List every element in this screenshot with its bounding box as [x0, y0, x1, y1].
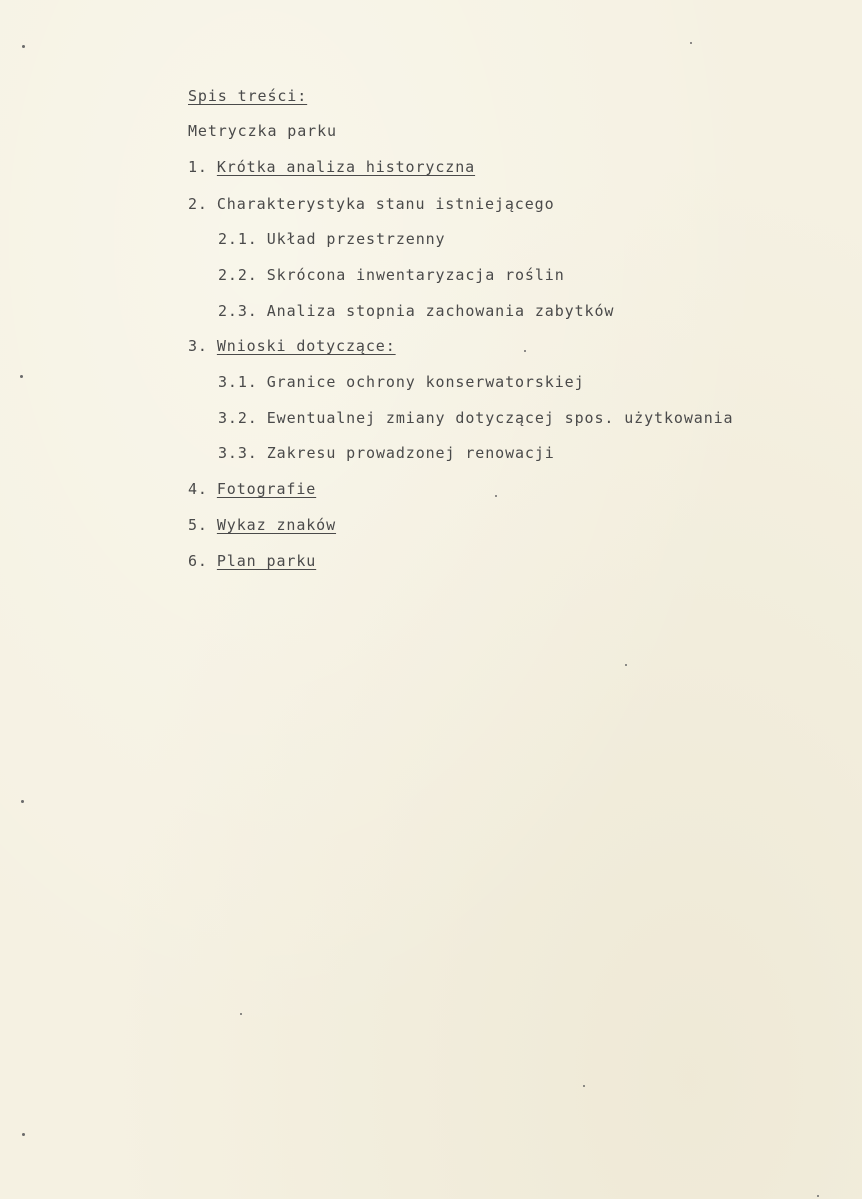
toc-item-number: 5. — [188, 516, 208, 534]
toc-item-number: 3. — [188, 337, 208, 355]
toc-item-5 — [188, 516, 336, 534]
paper-speck — [817, 1195, 819, 1197]
toc-item-text: Analiza stopnia zachowania zabytków — [266, 302, 615, 320]
toc-intro: Metryczka parku — [188, 122, 337, 140]
paper-speck — [20, 375, 23, 378]
paper-speck — [690, 42, 692, 44]
toc-item-text: Krótka analiza historyczna — [216, 158, 476, 176]
toc-item-text: Fotografie — [216, 480, 317, 498]
toc-item-number: 6. — [188, 552, 208, 570]
toc-item-text: Charakterystyka stanu istniejącego — [216, 195, 555, 213]
toc-item-2-2 — [218, 266, 565, 284]
paper-speck — [22, 45, 25, 48]
paper-speck — [625, 664, 627, 666]
toc-item-text: Granice ochrony konserwatorskiej — [266, 373, 585, 391]
toc-item-number: 2.2. — [218, 266, 258, 284]
toc-item-number: 3.3. — [218, 444, 258, 462]
toc-title: Spis treści: — [188, 87, 308, 105]
toc-item-text: Wykaz znaków — [216, 516, 337, 534]
toc-item-2 — [188, 195, 555, 213]
toc-item-2-3 — [218, 302, 614, 320]
toc-item-text: Skrócona inwentaryzacja roślin — [266, 266, 565, 284]
toc-item-number: 2.1. — [218, 230, 258, 248]
toc-item-text: Wnioski dotyczące: — [216, 337, 396, 355]
toc-item-3-2 — [218, 409, 733, 427]
paper-speck — [22, 1133, 25, 1136]
toc-item-3 — [188, 337, 396, 355]
toc-item-number: 2.3. — [218, 302, 258, 320]
paper-speck — [495, 495, 497, 497]
toc-item-6 — [188, 552, 316, 570]
paper-speck — [21, 800, 24, 803]
toc-item-text: Plan parku — [216, 552, 317, 570]
toc-item-number: 3.2. — [218, 409, 258, 427]
toc-item-number: 3.1. — [218, 373, 258, 391]
toc-item-3-3 — [218, 444, 555, 462]
toc-item-3-1 — [218, 373, 585, 391]
toc-item-text: Ewentualnej zmiany dotyczącej spos. użytkowania — [266, 409, 734, 427]
toc-item-text: Zakresu prowadzonej renowacji — [266, 444, 555, 462]
toc-item-number: 1. — [188, 158, 208, 176]
paper-speck — [524, 350, 526, 352]
toc-item-4 — [188, 480, 316, 498]
toc-item-text: Układ przestrzenny — [266, 230, 446, 248]
toc-item-2-1 — [218, 230, 446, 248]
toc-item-number: 2. — [188, 195, 208, 213]
toc-item-1 — [188, 158, 475, 176]
paper-speck — [583, 1085, 585, 1087]
toc-item-number: 4. — [188, 480, 208, 498]
paper-speck — [240, 1013, 242, 1015]
